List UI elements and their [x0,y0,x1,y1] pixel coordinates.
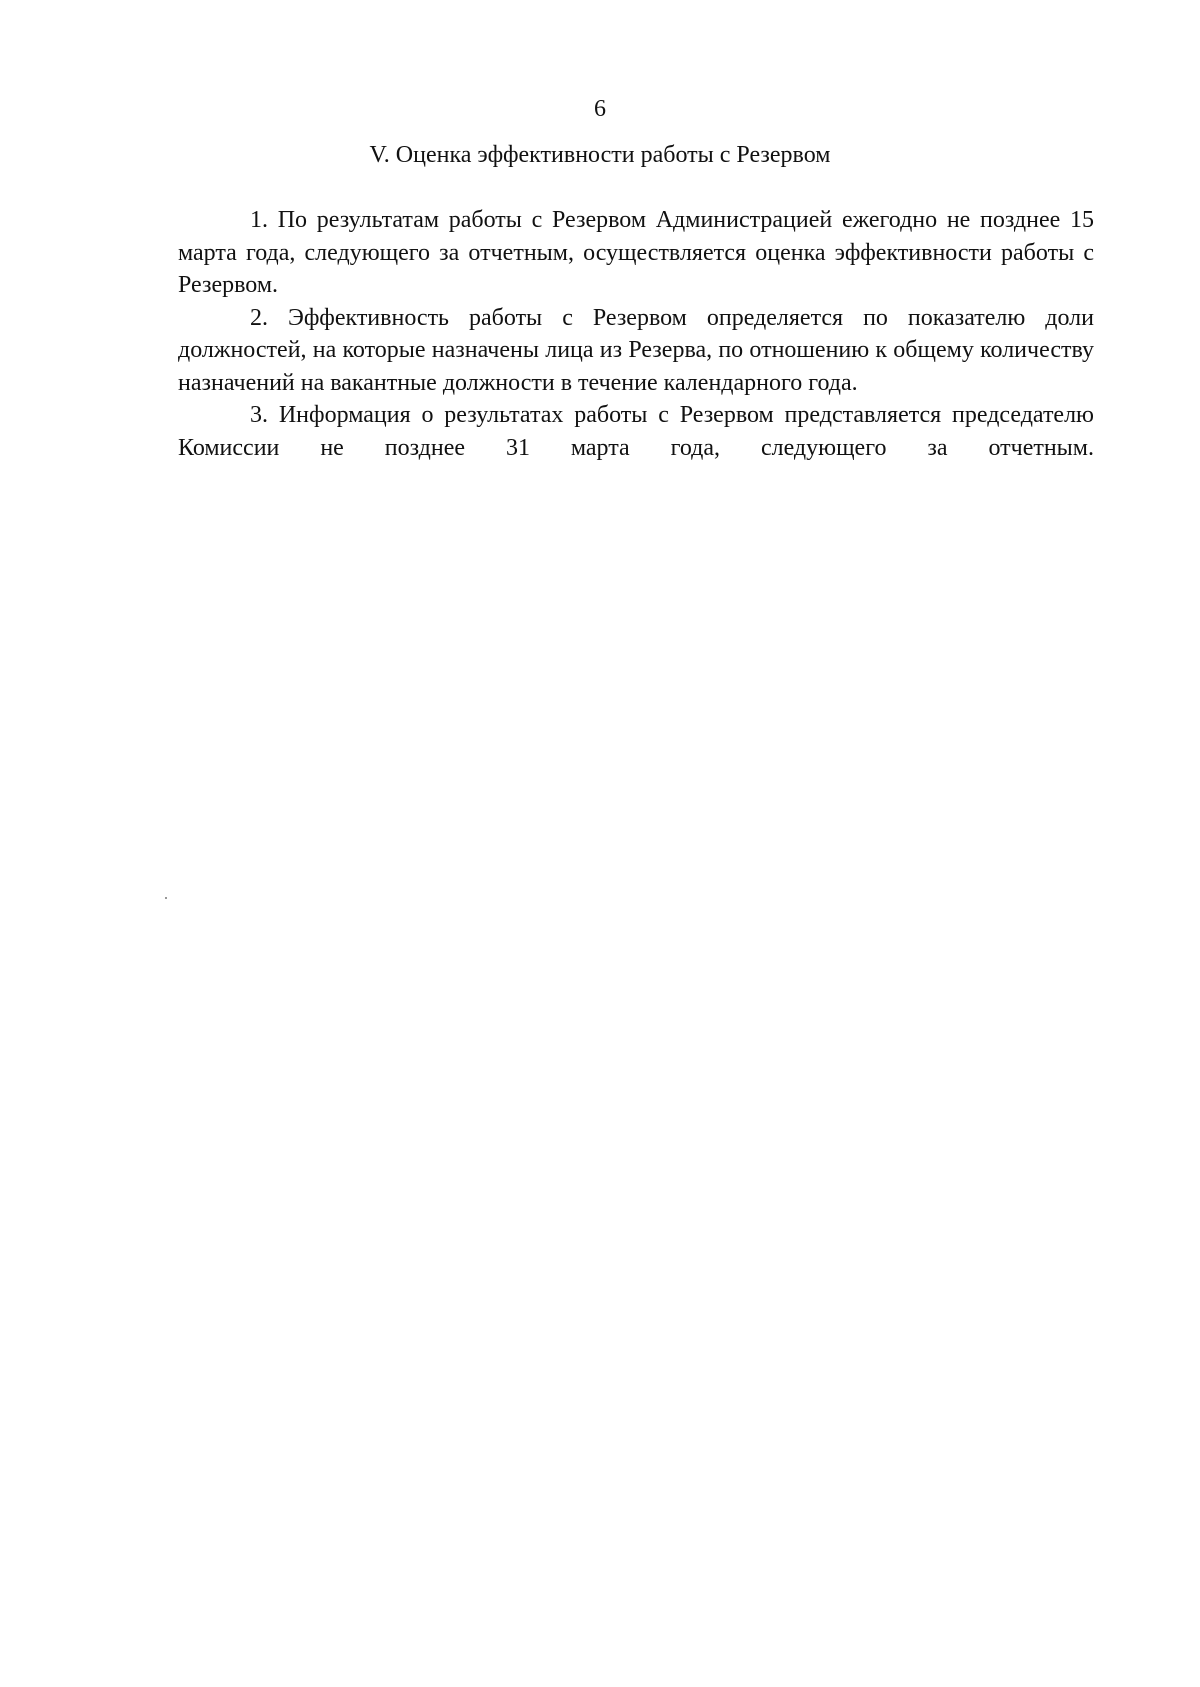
page-number: 6 [594,96,606,122]
section-title: V. Оценка эффективности работы с Резервом [369,142,831,168]
document-body [178,204,1094,464]
paragraph-3: 3. Информация о результатах работы с Резервом представляется председателю Комиссии не позднее 31 марта года, следующего за отчетным. [178,402,1094,461]
paragraph-2: 2. Эффективность работы с Резервом определяется по показателю доли должностей, на которые назначены лица из Резерва, по отношению к общему количеству назначений на вакантные должности в течение календарного года. [178,304,1094,396]
paragraph-1: 1. По результатам работы с Резервом Администрацией ежегодно не позднее 15 марта года, следующего за отчетным, осуществляется оценка эффективности работы с Резервом. [178,207,1094,298]
scan-speck [165,897,167,899]
